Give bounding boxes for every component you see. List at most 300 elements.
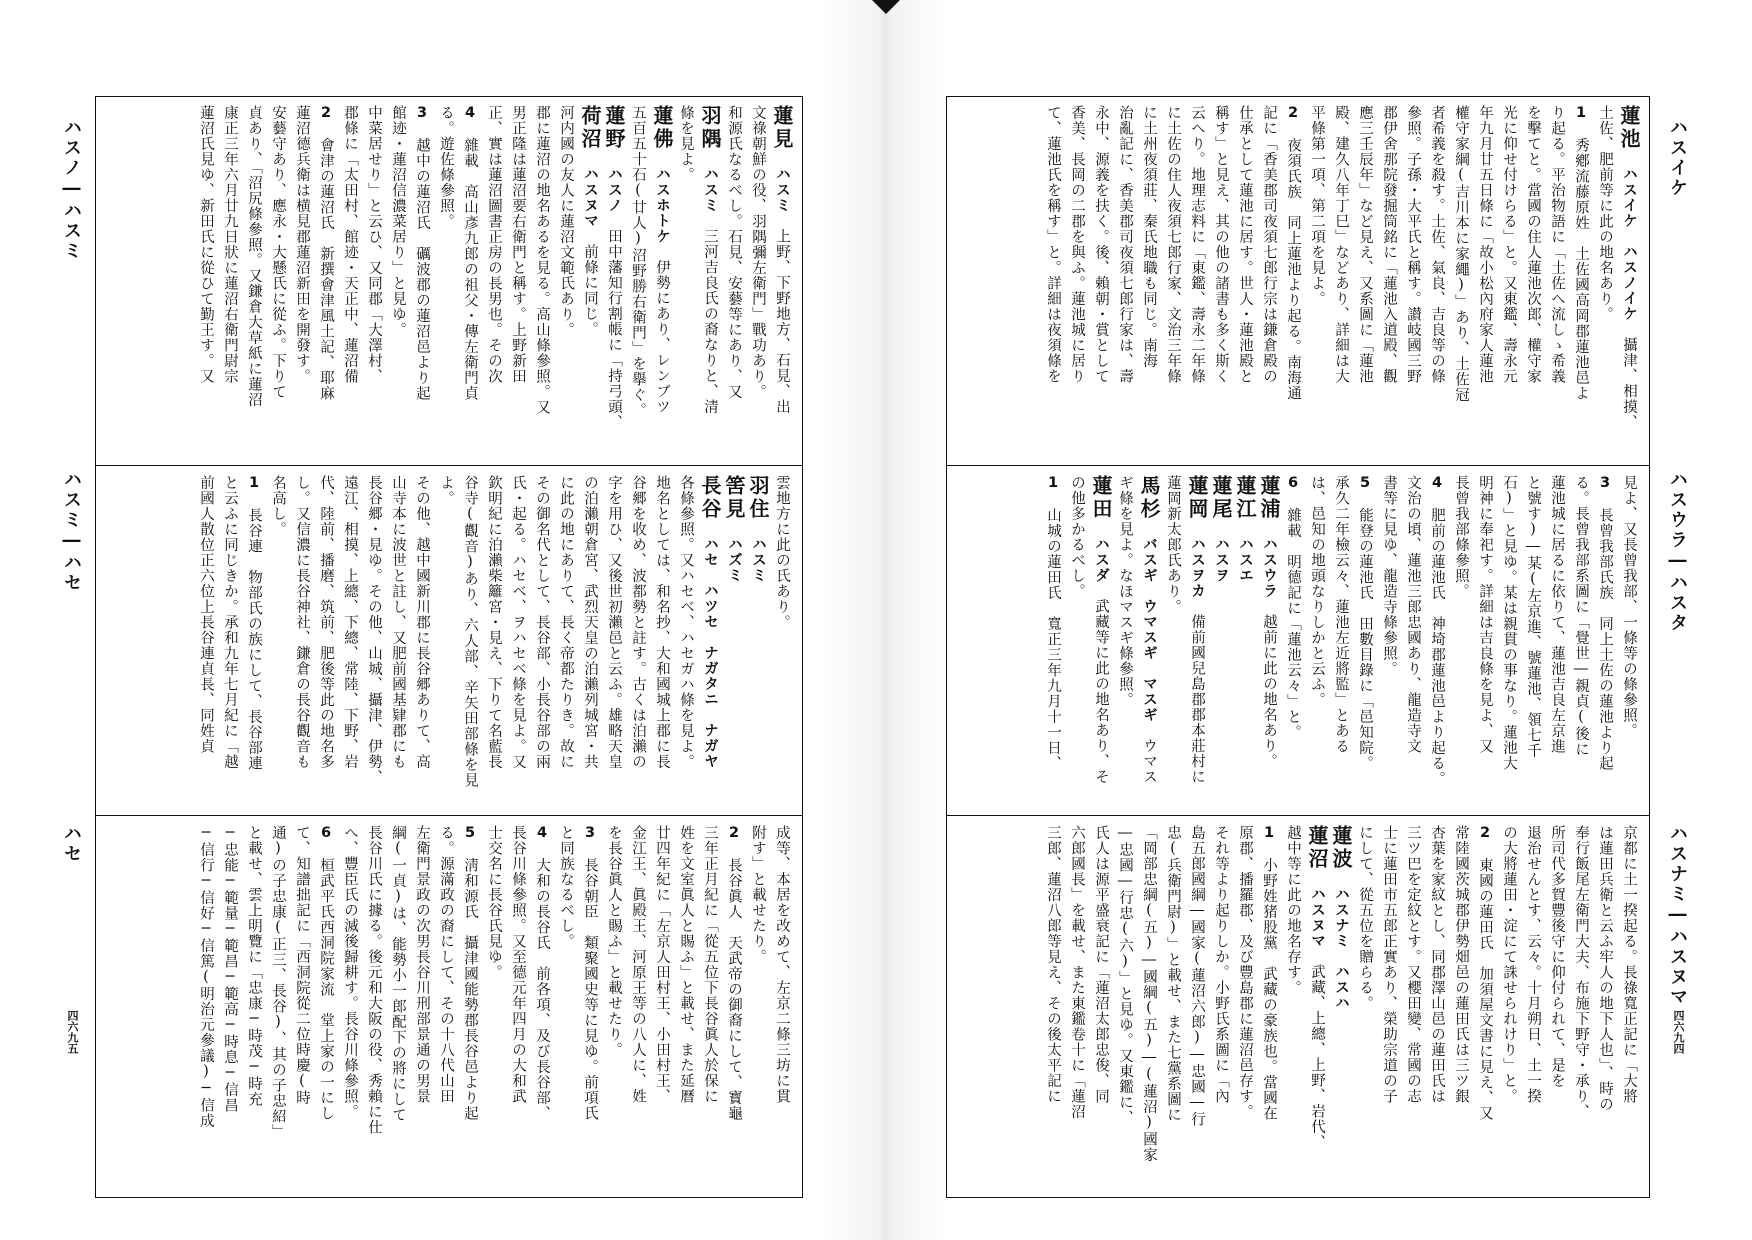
body-text: 平條第一項、第二項を見よ。 bbox=[1309, 105, 1325, 307]
body-text: 永中、源義を扶く。後、賴朝・賞として bbox=[1093, 105, 1109, 384]
body-text: 常陸國茨城郡伊勢畑邑の蓮田氏は三ツ銀 bbox=[1453, 825, 1469, 1104]
kana-reading: ハスミ bbox=[750, 536, 766, 583]
text-line bbox=[1497, 825, 1521, 1189]
text-line bbox=[1113, 475, 1137, 807]
text-line bbox=[530, 105, 554, 457]
body-text: 上野、下野地方、石見、出 bbox=[774, 228, 790, 415]
text-line bbox=[1281, 825, 1305, 1189]
text-line bbox=[1401, 105, 1425, 457]
item-number: 4 bbox=[462, 105, 478, 122]
surname-headword: 蓮池 bbox=[1617, 105, 1641, 151]
body-text: 中菜居せり」と云ひ、又同郡「大澤村、 bbox=[366, 105, 382, 384]
body-text: 綱(一貞)は、能勢小一郎配下の將にして bbox=[390, 825, 406, 1123]
text-line bbox=[1617, 475, 1641, 807]
kana-reading: ハスミ bbox=[702, 166, 718, 213]
body-text: 廿四年紀に「左京人田村王、小田村王、 bbox=[654, 825, 670, 1104]
entry-heading-line bbox=[1617, 105, 1641, 457]
body-text: 仕承として蓮池に居す。世人・蓮池殿と bbox=[1237, 105, 1253, 384]
body-text: 年九月廿五日條に「故小松內府家人蓮池 bbox=[1477, 105, 1493, 384]
body-text: 香美、長岡の二郡を與ふ。蓮池城に居り bbox=[1069, 105, 1085, 384]
text-line bbox=[410, 105, 434, 457]
body-text: 記に「香美郡司夜須七郎行宗は鎌倉殿の bbox=[1261, 105, 1277, 384]
body-text: を擊てと。當國の住人蓮池次郎、權守家 bbox=[1525, 105, 1541, 384]
text-line bbox=[1593, 825, 1617, 1189]
body-text: 氏・起る。ハセベ、ヲハセベ條を見よ。又 bbox=[510, 475, 526, 770]
body-text: 奉行飯尾左衛門大夫、布施下野守・承り、 bbox=[1573, 825, 1589, 1120]
body-text: 夜須氏族 同上蓮池より起る。南海通 bbox=[1285, 137, 1301, 401]
text-line bbox=[290, 475, 314, 807]
right-section-2-text bbox=[957, 475, 1641, 807]
body-text: 遠江、相摸、上總、下總、常陸、下野、岩 bbox=[342, 475, 358, 770]
text-line bbox=[1353, 825, 1377, 1189]
body-text: り起る。平治物語に「土佐へ流しゝ希義 bbox=[1549, 105, 1565, 384]
text-line bbox=[1041, 105, 1065, 457]
body-text: 代、陸前、播磨、筑前、肥後等此の地名多 bbox=[318, 475, 334, 770]
text-line bbox=[1113, 825, 1137, 1189]
text-line bbox=[1353, 475, 1377, 807]
text-line bbox=[1185, 105, 1209, 457]
text-line bbox=[362, 825, 386, 1189]
text-line bbox=[1065, 825, 1089, 1189]
body-text: 書等に見ゆ、龍造寺條參照。 bbox=[1381, 475, 1397, 677]
body-text: に土州夜須莊、秦氏地職も同じ。南海 bbox=[1141, 105, 1157, 369]
text-line bbox=[554, 475, 578, 807]
text-line bbox=[1257, 825, 1281, 1189]
body-text: ウマス bbox=[1141, 738, 1157, 785]
text-line bbox=[386, 105, 410, 457]
text-line bbox=[1521, 475, 1545, 807]
text-line bbox=[266, 475, 290, 807]
text-line bbox=[1425, 475, 1449, 807]
text-line bbox=[554, 825, 578, 1189]
surname-headword: 羽隅 bbox=[698, 105, 722, 151]
text-line bbox=[362, 105, 386, 457]
text-line bbox=[1281, 105, 1305, 457]
text-line bbox=[1521, 105, 1545, 457]
surname-headword: 羽住 bbox=[746, 475, 770, 521]
body-text: 淸和源氏 攝津國能勢郡長谷邑より起 bbox=[462, 857, 478, 1121]
running-head-left-1: ハスノ―ハスミ bbox=[61, 118, 82, 261]
body-text: 土佐、肥前等に此の地名あり。 bbox=[1597, 105, 1613, 322]
section-divider bbox=[947, 815, 1649, 816]
text-line bbox=[1161, 825, 1185, 1189]
body-text: 殿、建久八年丁巳」などあり、詳細は大 bbox=[1333, 105, 1349, 384]
body-text: 前國人散位正六位上長谷連貞長、同姓貞 bbox=[198, 475, 214, 754]
surname-headword: 馬杉 bbox=[1137, 475, 1161, 521]
entry-heading-line bbox=[1329, 825, 1353, 1189]
body-text: 雜載 明德記に「蓮池云々」と。 bbox=[1285, 507, 1301, 740]
body-text: 字を用ひ、又後世初瀨邑と云ふ。雄略天皇 bbox=[606, 475, 622, 770]
body-text: 權守家綱(吉川本に家繩)」あり、土佐冠 bbox=[1453, 105, 1469, 403]
text-line bbox=[1041, 825, 1065, 1189]
text-line bbox=[386, 475, 410, 807]
text-line bbox=[1089, 105, 1113, 457]
body-text: 小野姓猪股黨 武藏の豪族也。當國在 bbox=[1261, 857, 1277, 1121]
left-page-number: 四六九五 bbox=[66, 1010, 79, 1054]
text-line bbox=[602, 475, 626, 807]
body-text: 山寺本に波世と註し、又肥前國基肄郡にも bbox=[390, 475, 406, 770]
body-text: 文治の頃、蓮池三郎忠國あり、龍造寺文 bbox=[1405, 475, 1421, 754]
text-line bbox=[1569, 475, 1593, 807]
item-number: 2 bbox=[726, 825, 742, 842]
entry-heading-line bbox=[578, 105, 602, 457]
text-line bbox=[746, 825, 770, 1189]
body-text: 云へり。地理志料に「東鑑、壽永二年條 bbox=[1189, 105, 1205, 384]
item-number: 3 bbox=[582, 825, 598, 842]
body-text: 三河吉良氏の裔なりと、清 bbox=[702, 228, 718, 415]
body-text: 氏人は源平盛衰記に「蓮沼太郎忠俊、同 bbox=[1093, 825, 1109, 1104]
body-text: 姓を文室眞人と賜ふ」と載せ、また延曆 bbox=[678, 825, 694, 1104]
kana-reading: ハスウラ bbox=[1261, 536, 1277, 599]
body-text: の他多かるべし。 bbox=[1069, 475, 1085, 599]
text-line bbox=[218, 475, 242, 807]
body-text: 長曾我部氏族 同上土佐の蓮池より起 bbox=[1597, 507, 1613, 771]
body-text: し。又信濃に長谷神社、鎌倉の長谷觀音も bbox=[294, 475, 310, 770]
text-line bbox=[722, 825, 746, 1189]
body-text: 稱す」と見え、其の他の諸書も多く斯く bbox=[1213, 105, 1229, 384]
text-line bbox=[1473, 475, 1497, 807]
kana-reading: ハスノ bbox=[606, 166, 622, 213]
running-head-left-3: ハセ bbox=[61, 824, 82, 864]
kana-reading: ハスヲ bbox=[1213, 536, 1229, 583]
entry-heading-line bbox=[1233, 475, 1257, 807]
body-text: 條を見よ。 bbox=[678, 105, 694, 183]
text-line bbox=[1353, 105, 1377, 457]
text-line bbox=[1209, 105, 1233, 457]
text-line bbox=[1569, 105, 1593, 457]
text-line bbox=[530, 475, 554, 807]
text-line bbox=[530, 825, 554, 1189]
page-fold-mark bbox=[872, 0, 900, 14]
body-text: る。遊佐條參照。 bbox=[438, 105, 454, 229]
body-text: 伊勢にあり、レンブツ bbox=[654, 259, 670, 415]
text-line bbox=[1473, 825, 1497, 1189]
entry-heading-line bbox=[722, 475, 746, 807]
left-section-3-text bbox=[106, 825, 794, 1189]
text-line bbox=[1377, 475, 1401, 807]
text-line bbox=[554, 105, 578, 457]
text-line bbox=[1569, 825, 1593, 1189]
kana-reading: ハスミ bbox=[774, 166, 790, 213]
body-text: と同族なるべし。 bbox=[558, 825, 574, 949]
surname-headword: 蓮野 bbox=[602, 105, 626, 151]
body-text: 蓮岡新太郎氏あり。 bbox=[1165, 475, 1181, 615]
text-line bbox=[1545, 105, 1569, 457]
body-text: 左衛門景政の次男長谷川刑部景通の男景 bbox=[414, 825, 430, 1104]
body-text: と號す)―某(左京進、號蓮池、領七千 bbox=[1525, 475, 1541, 759]
item-number: 4 bbox=[534, 825, 550, 842]
text-line bbox=[218, 105, 242, 457]
body-text: その他、越中國新川郡に長谷郷ありて、高 bbox=[414, 475, 430, 770]
item-number: 6 bbox=[318, 825, 334, 842]
body-text: へ、豐臣氏の滅後歸耕す。長谷川條參照。 bbox=[342, 825, 358, 1120]
surname-headword: 蓮波 bbox=[1329, 825, 1353, 871]
entry-heading-line bbox=[602, 105, 626, 457]
text-line bbox=[1449, 475, 1473, 807]
text-line bbox=[1497, 105, 1521, 457]
text-line bbox=[194, 825, 218, 1189]
text-line bbox=[1425, 825, 1449, 1189]
body-text: 館迹・蓮沼信濃菜居り」と見ゆ。 bbox=[390, 105, 406, 338]
text-line bbox=[1449, 825, 1473, 1189]
body-text: 五百五十石(廿人)沼野勝右衛門」を擧ぐ。 bbox=[630, 105, 646, 418]
body-text: の泊瀨朝倉宮、武烈天皇の泊瀨列城宮・共 bbox=[582, 475, 598, 770]
body-text: その御名代として、長谷部、小長谷部の兩 bbox=[534, 475, 550, 770]
text-line bbox=[674, 825, 698, 1189]
text-line bbox=[218, 825, 242, 1189]
body-text: 貞あり、「沼尻條參照。又鎌倉大草紙に蓮沼 bbox=[246, 105, 262, 408]
text-line bbox=[1329, 105, 1353, 457]
text-line bbox=[578, 825, 602, 1189]
item-number: 6 bbox=[1285, 475, 1301, 492]
right-section-1-text bbox=[957, 105, 1641, 457]
body-text: 長谷川氏に據る。後元和大阪の役、秀賴に仕 bbox=[366, 825, 382, 1135]
body-text: 三ツ巴を定紋とす。又櫻田變、常國の志 bbox=[1405, 825, 1421, 1104]
text-line bbox=[698, 825, 722, 1189]
text-line bbox=[1281, 475, 1305, 807]
text-line bbox=[626, 825, 650, 1189]
text-line bbox=[1065, 475, 1089, 807]
surname-headword: 蓮浦 bbox=[1257, 475, 1281, 521]
body-text: 參照。子孫・大平氏と稱す。讃岐國三野 bbox=[1405, 105, 1421, 384]
body-text: 越前に此の地名あり。 bbox=[1261, 614, 1277, 769]
item-number: 5 bbox=[462, 825, 478, 842]
text-line bbox=[314, 105, 338, 457]
section-divider bbox=[96, 815, 802, 816]
body-text: 附す」と載せたり。 bbox=[750, 825, 766, 965]
text-line bbox=[1521, 825, 1545, 1189]
body-text: 退治せんとす、云々。十月朔日、土一揆 bbox=[1525, 825, 1541, 1104]
body-text: 長谷郷・見ゆ。その他、山城、攝津、伊勢、 bbox=[366, 475, 382, 785]
kana-reading: ハスダ bbox=[1093, 536, 1109, 583]
body-text: 蓮池城に居るに依りて、蓮池吉良左京進 bbox=[1549, 475, 1565, 754]
text-line bbox=[1233, 105, 1257, 457]
body-text: 光に仰せ付けらる」と。又東鑑、壽永元 bbox=[1501, 105, 1517, 384]
text-line bbox=[602, 825, 626, 1189]
body-text: 應三壬辰年」など見え、又系圖に「蓮池 bbox=[1357, 105, 1373, 384]
entry-heading-line bbox=[1305, 825, 1329, 1189]
text-line bbox=[314, 475, 338, 807]
text-line bbox=[242, 825, 266, 1189]
body-text: 備前國兒島郡郡本莊村に bbox=[1189, 614, 1205, 785]
text-line bbox=[1329, 475, 1353, 807]
body-text: 武藏、上總、上野、岩代、 bbox=[1309, 964, 1325, 1150]
text-line bbox=[626, 105, 650, 457]
body-text: 山城の蓮田氏 寬正三年九月十一日、 bbox=[1045, 507, 1061, 771]
kana-reading: ハスヲカ bbox=[1189, 536, 1205, 599]
text-line bbox=[434, 105, 458, 457]
text-line bbox=[1041, 475, 1065, 807]
entry-heading-line bbox=[1209, 475, 1233, 807]
text-line bbox=[1185, 825, 1209, 1189]
text-line bbox=[1449, 105, 1473, 457]
text-line bbox=[1617, 825, 1641, 1189]
body-text: 大和の長谷氏 前各項、及び長谷部、 bbox=[534, 857, 550, 1121]
section-divider bbox=[96, 465, 802, 466]
body-text: 名高し。 bbox=[270, 475, 286, 537]
surname-headword: 長谷 bbox=[698, 475, 722, 521]
body-text: 谷郷を收め、波都勢と註す。古くは泊瀨の bbox=[630, 475, 646, 770]
text-line bbox=[722, 105, 746, 457]
body-text: 治亂記に、香美郡司夜須七郎行家は、壽 bbox=[1117, 105, 1133, 384]
text-line bbox=[626, 475, 650, 807]
body-text: 原郡、播羅郡、及び豐島郡に蓮沼邑存す。 bbox=[1237, 825, 1253, 1120]
body-text: よ。 bbox=[438, 475, 454, 506]
body-text: 越中の蓮沼氏 礪波郡の蓮沼邑より起 bbox=[414, 137, 430, 401]
body-text: ─忠能─範量─範昌─範高─時息─信昌 bbox=[222, 825, 238, 1113]
left-page-frame bbox=[95, 96, 803, 1198]
text-line bbox=[1161, 105, 1185, 457]
text-line bbox=[1209, 825, 1233, 1189]
body-text: 武藏等に此の地名あり、そ bbox=[1093, 598, 1109, 785]
body-text: 見よ、又長曾我部、一條等の條參照。 bbox=[1621, 475, 1637, 739]
text-line bbox=[506, 825, 530, 1189]
body-text: それ等より起りしか。小野氏系圖に「內 bbox=[1213, 825, 1229, 1104]
text-line bbox=[1305, 105, 1329, 457]
text-line bbox=[506, 475, 530, 807]
body-text: 秀鄕流藤原姓 土佐國高岡郡蓮池邑よ bbox=[1573, 137, 1589, 401]
kana-reading: ハスエ bbox=[1237, 536, 1253, 583]
body-text: 長谷眞人 天武帝の御裔にして、寳龜 bbox=[726, 857, 742, 1121]
body-text: 東國の蓮田氏 加須屋文書に見え、又 bbox=[1477, 857, 1493, 1121]
text-line bbox=[290, 105, 314, 457]
body-text: て、蓮池氏を稱す」と。詳細は夜須條を bbox=[1045, 105, 1061, 384]
right-page-frame bbox=[946, 96, 1650, 1198]
text-line bbox=[1065, 105, 1089, 457]
body-text: 士に蓮田市五郎正實あり、榮助宗道の子 bbox=[1381, 825, 1397, 1104]
text-line bbox=[650, 825, 674, 1189]
body-text: る。長曾我部系圖に「覺世―親貞(後に bbox=[1573, 475, 1589, 757]
body-text: 石)」と見ゆ。某は親貫の事なり。蓮池大 bbox=[1501, 475, 1517, 771]
item-number: 2 bbox=[318, 105, 334, 122]
body-text: と載せ、雲上明覽に「忠康─時茂─時充 bbox=[246, 825, 262, 1107]
item-number: 2 bbox=[1285, 105, 1301, 122]
text-line bbox=[482, 825, 506, 1189]
entry-heading-line bbox=[698, 105, 722, 457]
item-number: 1 bbox=[246, 475, 262, 492]
body-text: 安藝守あり、應永・大懸氏に從ふ。下りて bbox=[270, 105, 286, 400]
running-head-left-2: ハスミ―ハセ bbox=[61, 470, 82, 593]
body-text: 金江王、眞殿王、河原王等の八人に、姓 bbox=[630, 825, 646, 1104]
body-text: 各條參照。又ハセベ、ハセガハ條を見よ。 bbox=[678, 475, 694, 770]
body-text: 承久二年檢云々、蓮池左近將監」とある bbox=[1333, 475, 1349, 754]
item-number: 5 bbox=[1357, 475, 1373, 492]
item-number: 4 bbox=[1429, 475, 1445, 492]
text-line bbox=[674, 105, 698, 457]
body-text: 前條に同じ。 bbox=[582, 244, 598, 337]
text-line bbox=[266, 105, 290, 457]
text-line bbox=[1545, 825, 1569, 1189]
body-text: と云ふに同じきか。承和九年七月紀に「越 bbox=[222, 475, 238, 770]
item-number: 1 bbox=[1045, 475, 1061, 492]
text-line bbox=[1137, 105, 1161, 457]
text-line bbox=[242, 105, 266, 457]
text-line bbox=[1377, 105, 1401, 457]
item-number: 1 bbox=[1261, 825, 1277, 842]
body-text: 谷寺(觀音)あり、六人部、辛矢田部條を見 bbox=[462, 475, 478, 788]
text-line bbox=[1593, 475, 1617, 807]
body-text: 杏葉を家紋とし、同郡澤山邑の蓮田氏は bbox=[1429, 825, 1445, 1104]
body-text: 男正隆は蓮沼要右衛門と稱す。上野新田 bbox=[510, 105, 526, 384]
body-text: ―忠國―行忠(六)」と見ゆ。又東鑑に、 bbox=[1117, 825, 1133, 1126]
body-text: 長谷連 物部氏の族にして、長谷部連 bbox=[246, 507, 262, 771]
item-number: 1 bbox=[1573, 105, 1589, 122]
entry-heading-line bbox=[698, 475, 722, 807]
body-text: 會津の蓮沼氏 新撰會津風土記、耶麻 bbox=[318, 137, 334, 401]
right-section-3-text bbox=[957, 825, 1641, 1189]
body-text: 越中等に此の地名存す。 bbox=[1285, 825, 1301, 996]
body-text: 雜載 高山彥九郎の祖父・傳左衛門貞 bbox=[462, 137, 478, 401]
body-text: ギ條を見よ。なほマスギ條參照。 bbox=[1117, 475, 1133, 708]
body-text: 「岡部忠綱(五)―國綱(五)―(蓮沼)國家 bbox=[1141, 825, 1157, 1163]
text-line bbox=[482, 105, 506, 457]
body-text: 地名としては、和名抄、大和國城上郡に長 bbox=[654, 475, 670, 770]
body-text: 成等、本居を改めて、左京二條三坊に貫 bbox=[774, 825, 790, 1104]
entry-heading-line bbox=[1185, 475, 1209, 807]
book-spine-shadow bbox=[820, 0, 950, 1240]
body-text: 能登の蓮池氏 田數目錄に「邑知院。 bbox=[1357, 507, 1373, 771]
text-line bbox=[1401, 825, 1425, 1189]
text-line bbox=[1161, 475, 1185, 807]
running-head-right-1: ハスイケ bbox=[1667, 118, 1688, 198]
entry-heading-line bbox=[746, 475, 770, 807]
text-line bbox=[1233, 825, 1257, 1189]
body-text: 田中藩知行割帳に「持弓頭、 bbox=[606, 228, 622, 430]
text-line bbox=[506, 105, 530, 457]
body-text: の大將蓮田・淀にて誅せられけり」と。 bbox=[1501, 825, 1517, 1104]
text-line bbox=[1425, 105, 1449, 457]
body-text: は、邑知の地頭なりしかと云ふ。 bbox=[1309, 475, 1325, 708]
text-line bbox=[1401, 475, 1425, 807]
body-text: 桓武平氏西洞院家流 堂上家の一にし bbox=[318, 857, 334, 1121]
entry-heading-line bbox=[1089, 475, 1113, 807]
text-line bbox=[410, 825, 434, 1189]
body-text: 文祿朝鮮の役、羽隅彌左衛門」戰功あり。 bbox=[750, 105, 766, 400]
text-line bbox=[290, 825, 314, 1189]
text-line bbox=[746, 105, 770, 457]
body-text: 肥前の蓮池氏 神埼郡蓮池邑より起る。 bbox=[1429, 507, 1445, 787]
body-text: 郡條に「太田村、館迹・天正中、蓮沼備 bbox=[342, 105, 358, 384]
body-text: 和源氏なるべし。石見、安藝等にあり、又 bbox=[726, 105, 742, 400]
surname-headword: 蓮田 bbox=[1089, 475, 1113, 521]
body-text: 六郎國長」を載せ、また東鑑卷十に「蓮沼 bbox=[1069, 825, 1085, 1120]
body-text: に土佐の住人夜須七郎行家、文治三年條 bbox=[1165, 105, 1181, 384]
body-text: 長谷朝臣 類聚國史等に見ゆ。前項氏 bbox=[582, 857, 598, 1121]
text-line bbox=[1545, 475, 1569, 807]
body-text: る。源滿政の裔にして、その十八代山田 bbox=[438, 825, 454, 1104]
body-text: 攝津、相摸、 bbox=[1621, 337, 1637, 430]
body-text: 士交名に長谷氏見ゆ。 bbox=[486, 825, 502, 980]
surname-headword: 蓮岡 bbox=[1185, 475, 1209, 521]
text-line bbox=[482, 475, 506, 807]
text-line bbox=[1473, 105, 1497, 457]
text-line bbox=[1089, 825, 1113, 1189]
surname-headword: 蓮江 bbox=[1233, 475, 1257, 521]
body-text: 三郎、蓮沼八郎等見え、その後太平記に bbox=[1045, 825, 1061, 1104]
kana-reading: ハスホトケ bbox=[654, 166, 670, 244]
text-line bbox=[770, 475, 794, 807]
text-line bbox=[338, 825, 362, 1189]
text-line bbox=[674, 475, 698, 807]
left-section-1-text bbox=[106, 105, 794, 457]
body-text: 島五郎國綱―國家(蓮沼六郎)―忠國―行 bbox=[1189, 825, 1205, 1127]
body-text: 蓮沼德兵衛は横見郡蓮沼新田を開發す。 bbox=[294, 105, 310, 384]
surname-headword: 蓮見 bbox=[770, 105, 794, 151]
body-text: 欽明紀に泊瀨柴籬宮・見え、下りて名藍長 bbox=[486, 475, 502, 770]
entry-heading-line bbox=[770, 105, 794, 457]
text-line bbox=[650, 475, 674, 807]
body-text: 三年正月紀に「從五位下長谷眞人於保に bbox=[702, 825, 718, 1104]
